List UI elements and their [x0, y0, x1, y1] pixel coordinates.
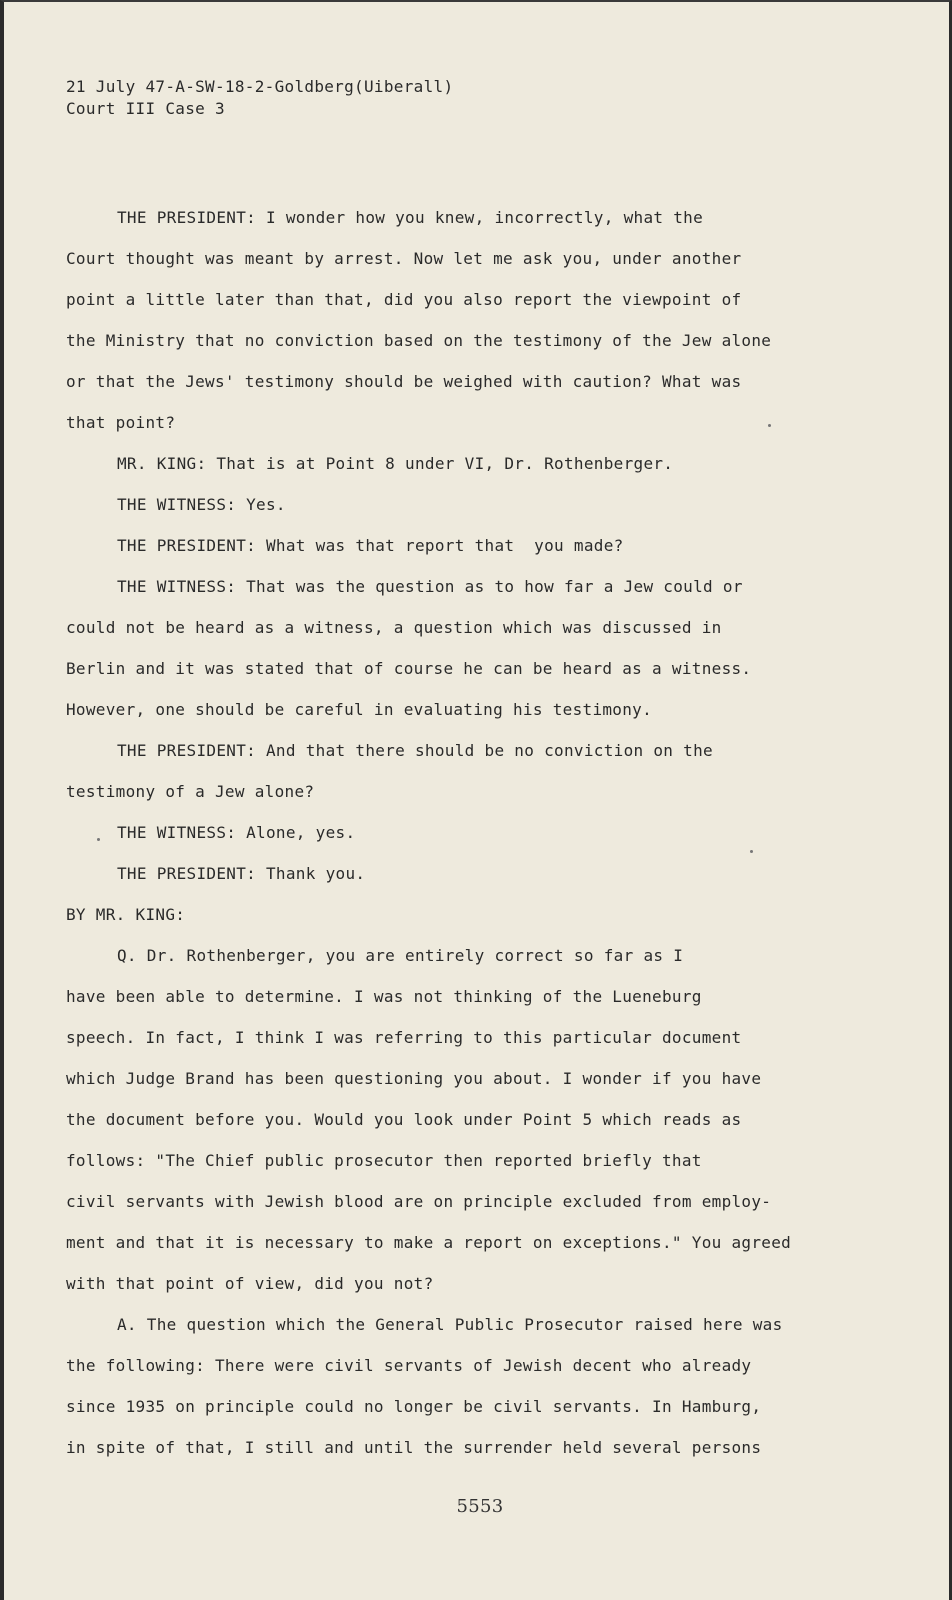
transcript-line: follows: "The Chief public prosecutor then reported briefly that [66, 1151, 702, 1170]
paper-speck [97, 838, 100, 841]
transcript-line: BY MR. KING: [66, 905, 186, 924]
transcript-line: the Ministry that no conviction based on the testimony of the Jew alone [66, 331, 772, 350]
transcript-line: that point? [66, 413, 176, 432]
transcript-line: testimony of a Jew alone? [66, 782, 315, 801]
transcript-line: MR. KING: That is at Point 8 under VI, Dr. Rothenberger. [117, 454, 674, 473]
transcript-line: A. The question which the General Public Prosecutor raised here was [117, 1315, 783, 1334]
transcript-line: since 1935 on principle could no longer be civil servants. In Hamburg, [66, 1397, 762, 1416]
transcript-line: Q. Dr. Rothenberger, you are entirely correct so far as I [117, 946, 684, 965]
transcript-line: THE PRESIDENT: I wonder how you knew, incorrectly, what the [117, 208, 704, 227]
transcript-line: THE WITNESS: Yes. [117, 495, 286, 514]
header-date-line: 21 July 47-A-SW-18-2-Goldberg(Uiberall) [66, 77, 454, 96]
transcript-line: However, one should be careful in evaluating his testimony. [66, 700, 653, 719]
transcript-line: Court thought was meant by arrest. Now let me ask you, under another [66, 249, 742, 268]
paper-speck [768, 424, 771, 427]
page-number: 5553 [456, 1496, 504, 1517]
transcript-line: which Judge Brand has been questioning you about. I wonder if you have [66, 1069, 762, 1088]
transcript-line: the following: There were civil servants of Jewish decent who already [66, 1356, 752, 1375]
transcript-line: speech. In fact, I think I was referring to this particular document [66, 1028, 742, 1047]
transcript-line: with that point of view, did you not? [66, 1274, 434, 1293]
paper-speck [750, 850, 753, 853]
transcript-line: point a little later than that, did you also report the viewpoint of [66, 290, 742, 309]
transcript-line: could not be heard as a witness, a question which was discussed in [66, 618, 722, 637]
transcript-line: THE WITNESS: Alone, yes. [117, 823, 356, 842]
transcript-line: the document before you. Would you look under Point 5 which reads as [66, 1110, 742, 1129]
transcript-line: or that the Jews' testimony should be weighed with caution? What was [66, 372, 742, 391]
transcript-line: Berlin and it was stated that of course he can be heard as a witness. [66, 659, 752, 678]
transcript-line: THE PRESIDENT: Thank you. [117, 864, 366, 883]
transcript-line: have been able to determine. I was not thinking of the Lueneburg [66, 987, 702, 1006]
transcript-line: ment and that it is necessary to make a report on exceptions." You agreed [66, 1233, 792, 1252]
transcript-line: THE PRESIDENT: And that there should be no conviction on the [117, 741, 713, 760]
transcript-line: THE PRESIDENT: What was that report that you made? [117, 536, 624, 555]
transcript-body [66, 197, 846, 1468]
transcript-line: THE WITNESS: That was the question as to how far a Jew could or [117, 577, 743, 596]
transcript-line: civil servants with Jewish blood are on principle excluded from employ- [66, 1192, 772, 1211]
transcript-line: in spite of that, I still and until the surrender held several persons [66, 1438, 762, 1457]
header-court-line: Court III Case 3 [66, 99, 225, 118]
document-header [66, 76, 453, 120]
